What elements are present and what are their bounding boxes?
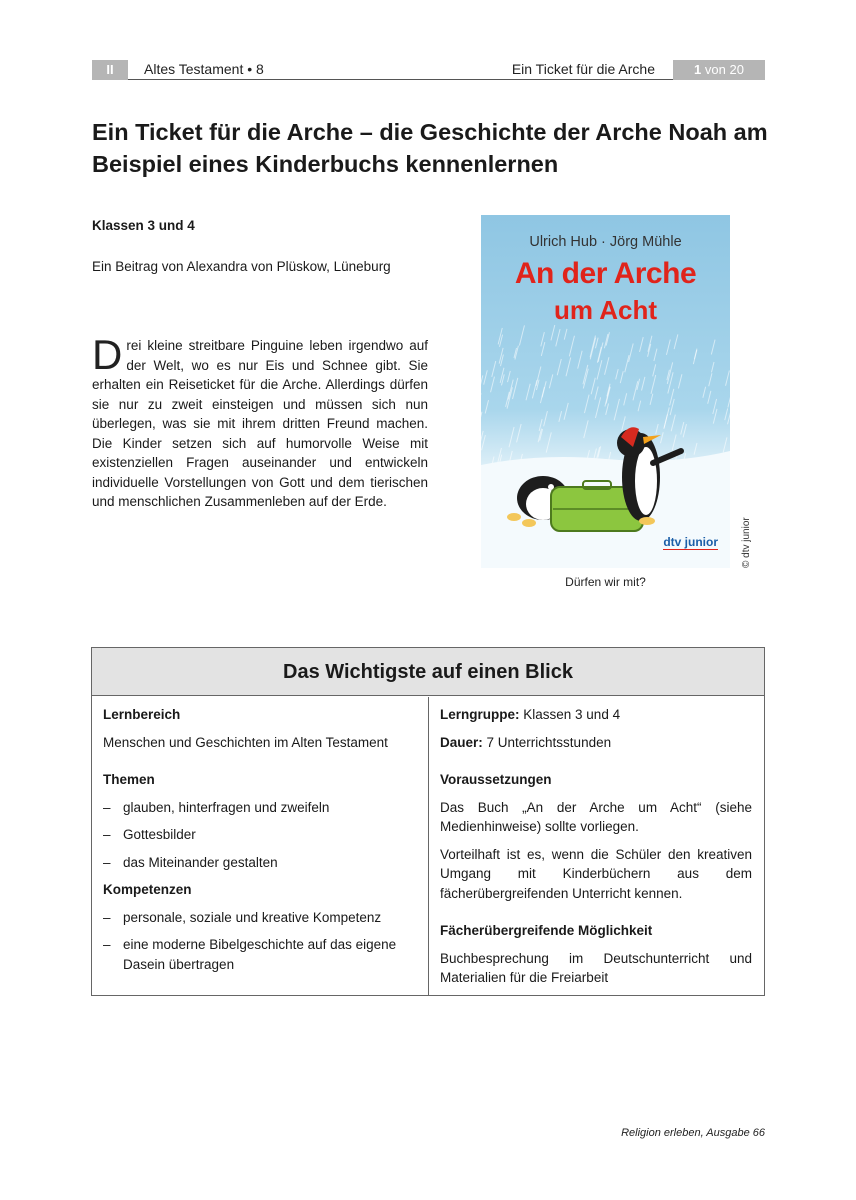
list-item: – glauben, hinterfragen und zweifeln — [103, 798, 416, 818]
overview-right-column — [429, 697, 764, 995]
cover-title-line2: um Acht — [553, 295, 658, 325]
list-item: – das Miteinander gestalten — [103, 853, 416, 873]
kompetenzen-list — [103, 908, 416, 975]
drop-cap: D — [92, 331, 123, 378]
intro-text: rei kleine streitbare Pinguine leben irgendwo auf der Welt, wo es nur Eis und Schnee gibt. Sie erhalten ein Reiseticket für die Arche. Allerdings dürfen sie nur zu zweit einsteigen und müssen sich nun überlegen, was sie mit ihrem dritten Freund machen. Die Kinder setzen sich auf humorvolle Weise mit existenziellen Fragen auseinander und entwickeln individuelle Vorstellungen von Gott und dem tierischen und menschlichen Zusammenleben auf der Erde. — [92, 338, 428, 509]
lerngruppe-value: Klassen 3 und 4 — [523, 707, 621, 722]
lernbereich-label: Lernbereich — [103, 707, 181, 722]
intro-paragraph — [92, 331, 428, 512]
publisher-logo: dtv junior — [663, 535, 718, 549]
page-counter — [673, 60, 765, 80]
grade-level: Klassen 3 und 4 — [92, 218, 195, 233]
lerngruppe-row — [440, 705, 752, 725]
page-footer: Religion erleben, Ausgabe 66 — [621, 1127, 765, 1139]
overview-box — [91, 647, 765, 996]
page-current: 1 — [694, 62, 702, 77]
cover-authors: Ulrich Hub · Jörg Mühle — [529, 234, 682, 250]
page-header — [92, 58, 765, 80]
themen-list — [103, 798, 416, 873]
kompetenzen-label: Kompetenzen — [103, 882, 192, 897]
themen-label: Themen — [103, 772, 155, 787]
author-line: Ein Beitrag von Alexandra von Plüskow, Lüneburg — [92, 259, 391, 274]
page-title: Ein Ticket für die Arche – die Geschichte der Arche Noah am Beispiel eines Kinderbuchs kennenlernen — [92, 119, 768, 177]
dauer-value: 7 Unterrichtsstunden — [486, 734, 612, 750]
lerngruppe-label: Lerngruppe: — [440, 707, 520, 722]
header-topic: Altes Testament • 8 — [144, 61, 264, 77]
list-item: – Gottesbilder — [103, 825, 416, 845]
header-unit-title: Ein Ticket für die Arche — [511, 61, 655, 77]
voraussetzungen-label: Voraussetzungen — [440, 772, 552, 787]
dauer-label: Dauer: — [440, 734, 483, 750]
section-badge: II — [92, 60, 128, 80]
page-total: von 20 — [704, 62, 744, 77]
faecher-label: Fächerübergreifende Möglichkeit — [440, 923, 653, 938]
lernbereich-value: Menschen und Geschichten im Alten Testament — [103, 734, 388, 750]
overview-heading: Das Wichtigste auf einen Blick — [92, 648, 764, 696]
voraussetzungen-text-1: Das Buch „An der Arche um Acht“ (siehe Medienhinweise) sollte vorliegen. — [440, 799, 752, 834]
list-item: – eine moderne Bibelgeschichte auf das eigene Dasein übertragen — [103, 935, 416, 974]
image-credit: © dtv junior — [741, 517, 752, 568]
list-item: – personale, soziale und kreative Kompetenz — [103, 908, 416, 928]
book-cover-image — [481, 215, 730, 568]
voraussetzungen-text-2: Vorteilhaft ist es, wenn die Schüler den kreativen Umgang mit Kinderbüchern aus dem fächerübergreifenden Unterricht kennen. — [440, 846, 752, 901]
faecher-value: Buchbesprechung im Deutschunterricht und Materialien für die Freiarbeit — [440, 950, 752, 985]
cover-title-line1: An der Arche — [514, 257, 697, 290]
dauer-row — [440, 733, 752, 753]
image-caption: Dürfen wir mit? — [565, 575, 646, 589]
overview-left-column — [92, 697, 429, 995]
